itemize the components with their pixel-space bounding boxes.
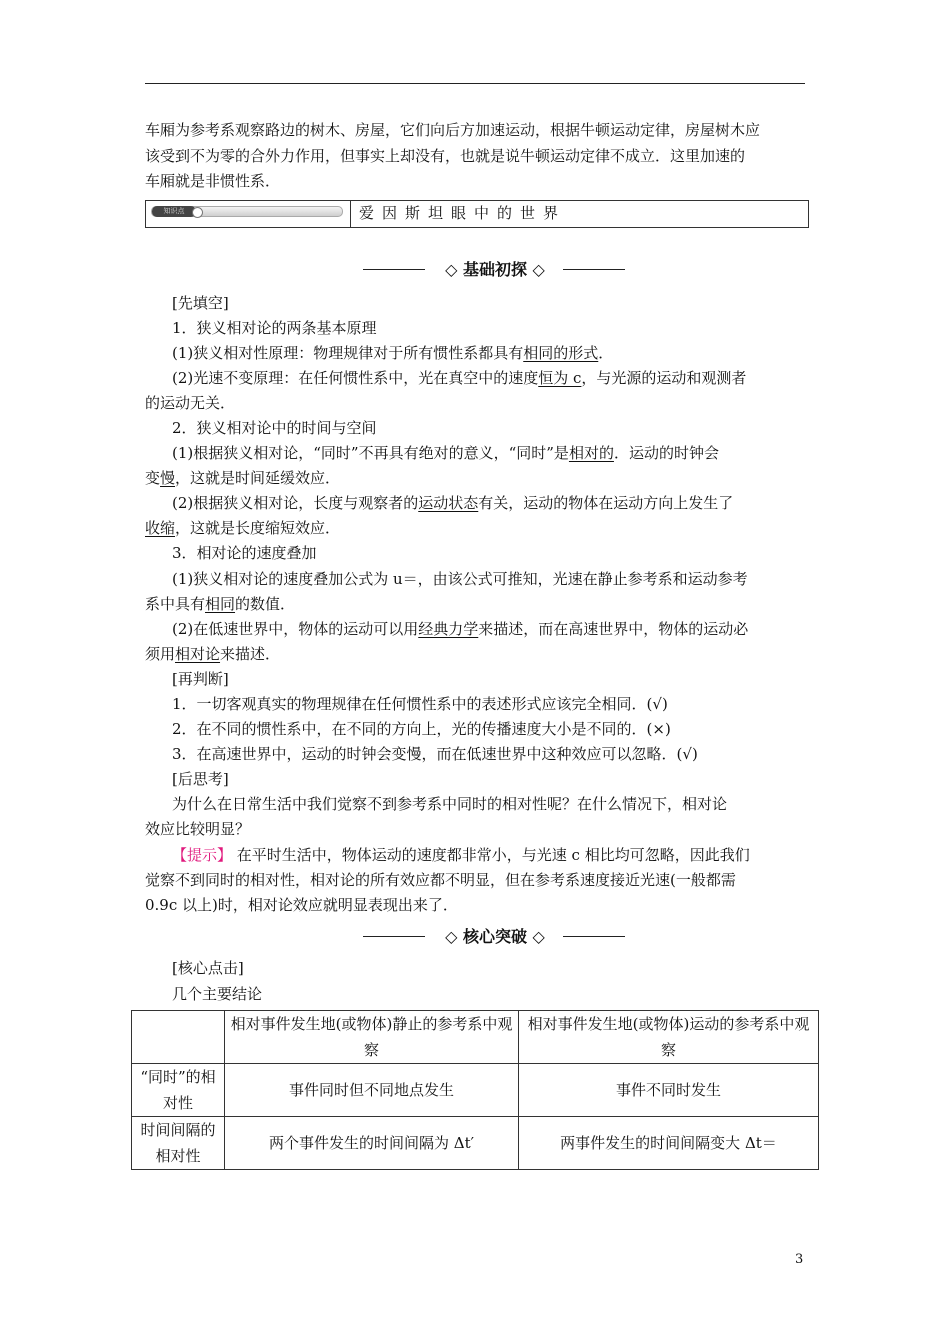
section-heading-basics bbox=[355, 257, 635, 283]
core-heading: [核心点击] bbox=[172, 959, 244, 977]
table-cell: 两个事件发生的时间间隔为 Δt′ bbox=[225, 1117, 519, 1170]
fill-item-3-1: (1)狭义相对论的速度叠加公式为 u＝，由该公式可推知，光速在静止参考系和运动参考 bbox=[172, 570, 748, 588]
table-cell: 事件不同时发生 bbox=[519, 1064, 819, 1117]
fill-item-2-2: (2)根据狭义相对论，长度与观察者的运动状态有关，运动的物体在运动方向上发生了 bbox=[172, 494, 734, 512]
answer-blank: 经典力学 bbox=[418, 620, 479, 638]
table-cell: 相对事件发生地(或物体)静止的参考系中观察 bbox=[225, 1011, 519, 1064]
section-heading-core bbox=[355, 924, 635, 950]
think-answer-cont: 0.9c 以上)时，相对论效应就明显表现出来了． bbox=[145, 896, 458, 914]
intro-line: 车厢就是非惯性系． bbox=[145, 172, 281, 190]
think-question: 为什么在日常生活中我们觉察不到参考系中同时的相对性呢？在什么情况下，相对论 bbox=[172, 795, 728, 813]
think-question-cont: 效应比较明显？ bbox=[145, 820, 251, 838]
judge-item: 3．在高速世界中，运动的时钟会变慢，而在低速世界中这种效应可以忽略．(√) bbox=[172, 745, 698, 763]
comparison-table bbox=[131, 1010, 819, 1170]
judge-item: 1．一切客观真实的物理规律在任何惯性系中的表述形式应该完全相同．(√) bbox=[172, 695, 668, 713]
page-number: 3 bbox=[795, 1252, 804, 1267]
table-cell bbox=[132, 1011, 225, 1064]
intro-line: 车厢为参考系观察路边的树木、房屋，它们向后方加速运动，根据牛顿运动定律，房屋树木应 bbox=[145, 121, 761, 139]
table-cell: 时间间隔的相对性 bbox=[132, 1117, 225, 1170]
fill-item-1: 1．狭义相对论的两条基本原理 bbox=[172, 319, 377, 337]
answer-blank: 收缩 bbox=[145, 519, 176, 537]
knowledge-point-banner bbox=[146, 201, 351, 227]
fill-item-1-1: (1)狭义相对性原理：物理规律对于所有惯性系都具有相同的形式． bbox=[172, 344, 614, 362]
header-rule bbox=[145, 83, 805, 84]
think-answer-cont: 觉察不到同时的相对性，相对论的所有效应都不明显，但在参考系速度接近光速(一般都需 bbox=[145, 871, 736, 889]
section-title: ◇ 核心突破 ◇ bbox=[445, 927, 545, 946]
fill-item-3-2: (2)在低速世界中，物体的运动可以用经典力学来描述，而在高速世界中，物体的运动必 bbox=[172, 620, 749, 638]
intro-line: 该受到不为零的合外力作用，但事实上却没有，也就是说牛顿运动定律不成立．这里加速的 bbox=[145, 146, 746, 165]
think-answer: 【提示】 在平时生活中，物体运动的速度都非常小，与光速 c 相比均可忽略，因此我们 bbox=[172, 846, 750, 864]
answer-blank: 相对论 bbox=[175, 645, 221, 663]
knowledge-point-tag: 知识点 bbox=[152, 206, 196, 217]
table-header-row bbox=[132, 1011, 819, 1064]
think-heading: [后思考] bbox=[172, 770, 229, 788]
answer-blank: 恒为 c bbox=[538, 369, 582, 387]
section-title: ◇ 基础初探 ◇ bbox=[445, 260, 545, 279]
table-cell: 相对事件发生地(或物体)运动的参考系中观察 bbox=[519, 1011, 819, 1064]
fill-heading: [先填空] bbox=[172, 294, 229, 312]
table-row bbox=[132, 1064, 819, 1117]
core-subtitle: 几个主要结论 bbox=[172, 985, 263, 1003]
fill-item-1-2-cont: 的运动无关． bbox=[145, 394, 236, 412]
answer-blank: 慢 bbox=[160, 469, 176, 487]
answer-blank: 运动状态 bbox=[418, 494, 479, 512]
fill-item-2-1: (1)根据狭义相对论，“同时”不再具有绝对的意义，“同时”是相对的．运动的时钟会 bbox=[172, 444, 719, 462]
answer-blank: 相对的 bbox=[568, 444, 614, 462]
knowledge-point-title: 爱因斯坦眼中的世界 bbox=[359, 204, 567, 222]
fill-item-3-1-cont: 系中具有相同的数值． bbox=[145, 595, 296, 613]
fill-item-3: 3．相对论的速度叠加 bbox=[172, 544, 317, 562]
fill-item-3-2-cont: 须用相对论来描述． bbox=[145, 645, 281, 663]
knowledge-point-box bbox=[145, 200, 809, 228]
judge-heading: [再判断] bbox=[172, 670, 229, 688]
fill-item-2: 2．狭义相对论中的时间与空间 bbox=[172, 419, 377, 437]
judge-item: 2．在不同的惯性系中，在不同的方向上，光的传播速度大小是不同的．(×) bbox=[172, 720, 671, 738]
answer-blank: 相同的形式 bbox=[523, 344, 599, 362]
table-cell: “同时”的相对性 bbox=[132, 1064, 225, 1117]
magnifier-icon bbox=[192, 207, 203, 218]
answer-blank: 相同 bbox=[205, 595, 236, 613]
knowledge-point-pill bbox=[151, 206, 343, 217]
fill-item-2-1-cont: 变慢，这就是时间延缓效应． bbox=[145, 469, 341, 487]
intro-paragraph bbox=[145, 118, 809, 195]
tip-label: 【提示】 bbox=[172, 846, 233, 864]
table-cell: 事件同时但不同地点发生 bbox=[225, 1064, 519, 1117]
fill-item-1-2: (2)光速不变原理：在任何惯性系中，光在真空中的速度恒为 c，与光源的运动和观测者 bbox=[172, 369, 747, 387]
fill-item-2-2-cont: 收缩，这就是长度缩短效应． bbox=[145, 519, 341, 537]
table-cell: 两事件发生的时间间隔变大 Δt＝ bbox=[519, 1117, 819, 1170]
table-row bbox=[132, 1117, 819, 1170]
